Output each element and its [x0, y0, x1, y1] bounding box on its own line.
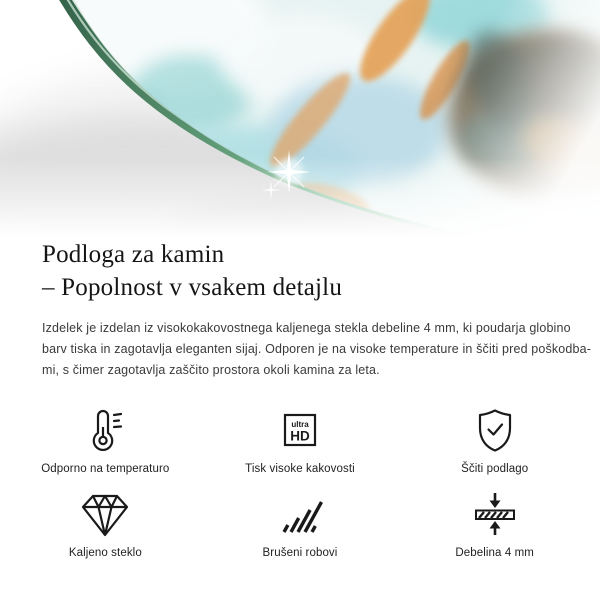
feature-polished-edges: [203, 491, 398, 559]
shield-check-icon: [473, 407, 517, 453]
feature-label: Odporno na temperaturo: [41, 463, 170, 475]
feature-protects: [397, 407, 592, 475]
product-image: [0, 0, 600, 240]
product-details: [0, 238, 600, 559]
description-line: barv tiska in zagotavlja eleganten sijaj. Odporen je na visoke temperature in ščiti pred poškodba-: [42, 342, 592, 356]
feature-label: Brušeni robovi: [262, 547, 338, 559]
feature-print-quality: [203, 407, 398, 475]
feature-temperature: [8, 407, 203, 475]
glass-pad-illustration: [0, 0, 600, 240]
description-line: Izdelek je izdelan iz visokokakovostnega kaljenega stekla debeline 4 mm, ki poudarja globino: [42, 321, 571, 335]
feature-thickness: [397, 491, 592, 559]
svg-text:ultra: ultra: [291, 420, 309, 429]
feature-tempered-glass: [8, 491, 203, 559]
page-title: [42, 238, 600, 304]
title-line-2: – Popolnost v vsakem detajlu: [42, 274, 343, 301]
feature-label: Kaljeno steklo: [68, 547, 142, 559]
thermometer-icon: [83, 407, 127, 453]
title-line-1: Podloga za kamin: [42, 241, 225, 268]
svg-text:HD: HD: [290, 428, 310, 444]
ultra-hd-icon: [282, 407, 318, 453]
feature-label: Tisk visoke kakovosti: [245, 463, 355, 475]
polished-edge-icon: [275, 491, 325, 537]
feature-label: Debelina 4 mm: [455, 547, 534, 559]
diamond-icon: [81, 491, 129, 537]
thickness-icon: [471, 491, 519, 537]
description-line: mi, s čimer zagotavlja zaščito prostora okoli kamina za leta.: [42, 363, 380, 377]
product-description: [42, 318, 592, 381]
features-grid: [0, 407, 600, 559]
feature-label: Ščiti podlago: [461, 463, 529, 475]
